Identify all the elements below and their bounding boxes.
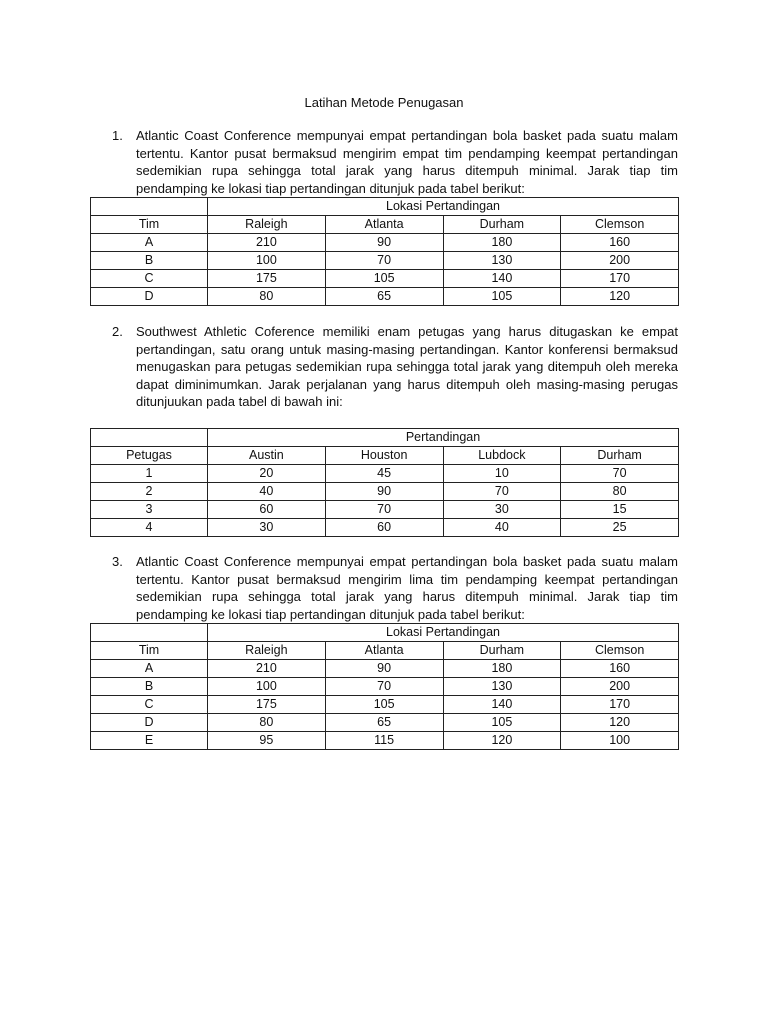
table-cell: 80 [561,483,679,501]
table-cell: 160 [561,234,679,252]
table-group-header-row [91,429,679,447]
table-cell: 100 [208,252,326,270]
table-cell: A [91,234,208,252]
table-cell: 70 [325,252,443,270]
table-cell: 60 [208,501,326,519]
column-header: Lubdock [443,447,561,465]
table-cell: 200 [561,678,679,696]
table-row [91,288,679,306]
table-cell: 70 [561,465,679,483]
table-cell: 30 [443,501,561,519]
table-cell: 115 [325,732,443,750]
table-cell: 175 [208,270,326,288]
table-cell: 95 [208,732,326,750]
table-row [91,660,679,678]
table-cell: 120 [443,732,561,750]
table-cell: 40 [208,483,326,501]
table-cell: 120 [561,288,679,306]
column-header: Raleigh [208,642,326,660]
problem-2 [112,323,678,411]
table-cell: 2 [91,483,208,501]
page-title: Latihan Metode Penugasan [304,95,464,110]
column-header: Raleigh [208,216,326,234]
table-row [91,234,679,252]
table-cell [91,429,208,447]
table-cell: 210 [208,660,326,678]
table-cell: 10 [443,465,561,483]
table-cell: 130 [443,678,561,696]
table-row [91,519,679,537]
problem-text: Atlantic Coast Conference mempunyai empat pertandingan bola basket pada suatu malam tertentu. Kantor pusat bermaksud mengirim empat tim pendamping keempat pertandingan sedemikian rupa sehingga total jarak yang harus ditempuh minimal. Jarak tiap tim pendamping ke lokasi tiap pertandingan ditunjuk pada tabel berikut: [136,128,678,196]
table-cell: 100 [561,732,679,750]
table-cell: 20 [208,465,326,483]
table-cell: 170 [561,696,679,714]
table-group-header: Lokasi Pertandingan [208,624,679,642]
column-header: Austin [208,447,326,465]
problem-number: 3. [112,554,123,569]
table-header-row [91,216,679,234]
table-group-header-row [91,624,679,642]
table-cell: 175 [208,696,326,714]
table-cell: 100 [208,678,326,696]
table-cell: 105 [443,714,561,732]
problem-text: Southwest Athletic Coference memiliki enam petugas yang harus ditugaskan ke empat pertandingan, satu orang untuk masing-masing pertandingan. Kantor konferensi bermaksud menugaskan para petugas sedemikian rupa sehingga total jarak yang ditempuh oleh mereka dapat diminimumkan. Jarak perjalanan yang harus ditempuh oleh masing-masing perugas ditunjuukan pada tabel di bawah ini: [136,324,678,409]
column-header: Tim [91,216,208,234]
column-header: Durham [443,642,561,660]
problem-3 [112,553,678,623]
table-cell: 70 [325,678,443,696]
column-header: Clemson [561,216,679,234]
table-cell: 200 [561,252,679,270]
table-cell: 3 [91,501,208,519]
table-cell: A [91,660,208,678]
table-row [91,678,679,696]
table-cell: D [91,714,208,732]
table-cell: E [91,732,208,750]
table-row [91,501,679,519]
table-cell: 80 [208,714,326,732]
table-cell: 1 [91,465,208,483]
problem-number: 2. [112,324,123,339]
table-cell [91,624,208,642]
table-group-header-row [91,198,679,216]
table-cell: B [91,678,208,696]
table-cell: 15 [561,501,679,519]
column-header: Durham [443,216,561,234]
problem-1 [112,127,678,197]
table-cell: D [91,288,208,306]
table-cell: 105 [325,696,443,714]
column-header: Durham [561,447,679,465]
column-header: Atlanta [325,642,443,660]
table-cell: 105 [443,288,561,306]
table-cell: 70 [325,501,443,519]
table-cell: 30 [208,519,326,537]
table-cell: 180 [443,660,561,678]
table-cell [91,198,208,216]
problem-number: 1. [112,128,123,143]
column-header: Atlanta [325,216,443,234]
table-group-header: Pertandingan [208,429,679,447]
table-cell: 90 [325,660,443,678]
table-cell: 4 [91,519,208,537]
distance-table-3 [90,623,679,750]
column-header: Tim [91,642,208,660]
table-cell: 45 [325,465,443,483]
table-cell: 105 [325,270,443,288]
table-cell: 40 [443,519,561,537]
table-cell: 170 [561,270,679,288]
table-cell: 160 [561,660,679,678]
table-row [91,732,679,750]
table-cell: C [91,696,208,714]
table-cell: 210 [208,234,326,252]
table-cell: 65 [325,714,443,732]
table-row [91,696,679,714]
table-cell: 140 [443,270,561,288]
column-header: Petugas [91,447,208,465]
distance-table-1 [90,197,679,306]
table-row [91,270,679,288]
table-cell: 60 [325,519,443,537]
table-cell: 120 [561,714,679,732]
table-cell: 130 [443,252,561,270]
table-header-row [91,642,679,660]
problem-text: Atlantic Coast Conference mempunyai empat pertandingan bola basket pada suatu malam tertentu. Kantor pusat bermaksud mengirim lima tim pendamping keempat pertandingan sedemikian rupa sehingga total jarak yang harus ditempuh minimal. Jarak tiap tim pendamping ke lokasi tiap pertandingan ditunjuk pada tabel berikut: [136,554,678,622]
table-row [91,483,679,501]
column-header: Clemson [561,642,679,660]
table-header-row [91,447,679,465]
table-cell: 65 [325,288,443,306]
table-cell: 25 [561,519,679,537]
table-cell: B [91,252,208,270]
table-cell: 90 [325,234,443,252]
table-group-header: Lokasi Pertandingan [208,198,679,216]
distance-table-2 [90,428,679,537]
table-cell: 70 [443,483,561,501]
table-row [91,465,679,483]
column-header: Houston [325,447,443,465]
table-cell: C [91,270,208,288]
table-cell: 140 [443,696,561,714]
table-cell: 90 [325,483,443,501]
table-cell: 80 [208,288,326,306]
table-cell: 180 [443,234,561,252]
table-row [91,252,679,270]
table-row [91,714,679,732]
